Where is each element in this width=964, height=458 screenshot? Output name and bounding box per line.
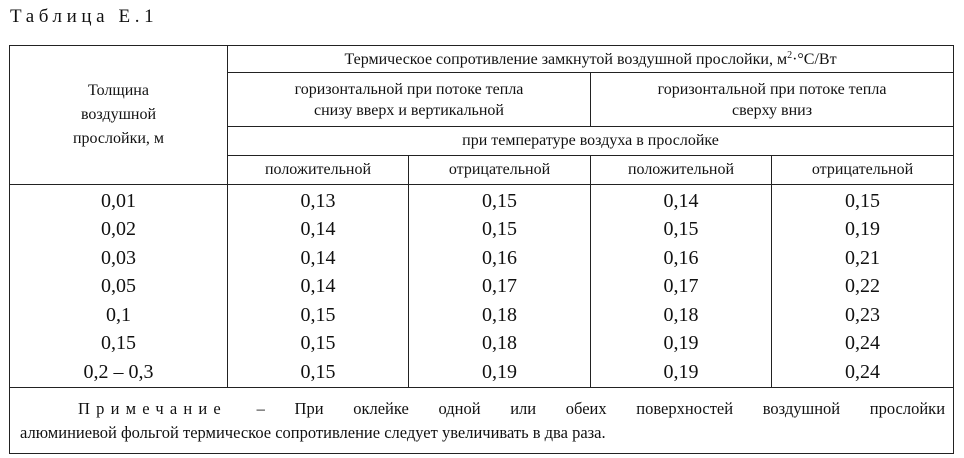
sub-header-positive: положительной — [591, 156, 772, 185]
value-cell: 0,18 — [409, 301, 591, 330]
value-cell: 0,22 — [772, 273, 954, 302]
thermal-resistance-table — [9, 45, 954, 454]
value-cell: 0,21 — [772, 244, 954, 273]
value-cell: 0,24 — [772, 330, 954, 359]
value-cell: 0,14 — [228, 216, 409, 245]
value-cell: 0,19 — [772, 216, 954, 245]
value-cell: 0,14 — [228, 273, 409, 302]
group-header-a — [228, 73, 591, 127]
thickness-cell: 0,15 — [10, 330, 228, 359]
table-row — [10, 330, 954, 359]
resistance-header — [228, 46, 954, 73]
value-cell: 0,15 — [772, 185, 954, 216]
thickness-header — [10, 46, 228, 185]
group-b-line: горизонтальной при потоке тепла — [657, 80, 887, 98]
table-row — [10, 358, 954, 387]
sub-header-negative: отрицательной — [772, 156, 954, 185]
group-a-line: горизонтальной при потоке тепла — [294, 80, 524, 98]
thickness-cell: 0,2 – 0,3 — [10, 358, 228, 387]
note-label: Примечание — [78, 398, 227, 418]
value-cell: 0,14 — [591, 185, 772, 216]
table-row — [10, 301, 954, 330]
value-cell: 0,16 — [591, 244, 772, 273]
value-cell: 0,19 — [591, 358, 772, 387]
value-cell: 0,15 — [228, 330, 409, 359]
value-cell: 0,15 — [409, 216, 591, 245]
value-cell: 0,23 — [772, 301, 954, 330]
thickness-cell: 0,1 — [10, 301, 228, 330]
note-text-1: – При оклейке одной или обеих поверхностей воздушной прослойки — [256, 398, 946, 418]
thickness-header-line: Толщина — [88, 82, 149, 99]
thickness-cell: 0,03 — [10, 244, 228, 273]
temperature-header: при температуре воздуха в прослойке — [228, 127, 954, 156]
note-row — [10, 387, 954, 453]
value-cell: 0,15 — [409, 185, 591, 216]
note-line-1 — [20, 397, 945, 421]
group-header-b — [591, 73, 954, 127]
value-cell: 0,15 — [591, 216, 772, 245]
table-row — [10, 244, 954, 273]
table-caption: Таблица Е.1 — [10, 6, 159, 27]
thickness-header-line: прослойки, м — [72, 130, 165, 147]
value-cell: 0,24 — [772, 358, 954, 387]
table-note — [10, 387, 954, 453]
value-cell: 0,14 — [228, 244, 409, 273]
group-a-line: снизу вверх и вертикальной — [314, 101, 504, 119]
value-cell: 0,19 — [409, 358, 591, 387]
table-row — [10, 273, 954, 302]
value-cell: 0,15 — [228, 358, 409, 387]
thickness-cell: 0,02 — [10, 216, 228, 245]
sub-header-negative: отрицательной — [409, 156, 591, 185]
value-cell: 0,17 — [409, 273, 591, 302]
resistance-unit: ·°С/Вт — [792, 50, 837, 68]
table-row — [10, 185, 954, 216]
sub-header-positive: положительной — [228, 156, 409, 185]
value-cell: 0,15 — [228, 301, 409, 330]
table-row — [10, 216, 954, 245]
value-cell: 0,16 — [409, 244, 591, 273]
note-text-2: алюминиевой фольгой термическое сопротивление следует увеличивать в два раза. — [20, 422, 606, 442]
value-cell: 0,18 — [409, 330, 591, 359]
value-cell: 0,13 — [228, 185, 409, 216]
unit-superscript: 2 — [787, 49, 793, 61]
thickness-cell: 0,05 — [10, 273, 228, 302]
resistance-title: Термическое сопротивление замкнутой воздушной прослойки, м — [344, 50, 788, 68]
thickness-cell: 0,01 — [10, 185, 228, 216]
value-cell: 0,17 — [591, 273, 772, 302]
group-b-line: сверху вниз — [731, 101, 813, 119]
thickness-header-line: воздушной — [80, 106, 157, 123]
value-cell: 0,19 — [591, 330, 772, 359]
value-cell: 0,18 — [591, 301, 772, 330]
